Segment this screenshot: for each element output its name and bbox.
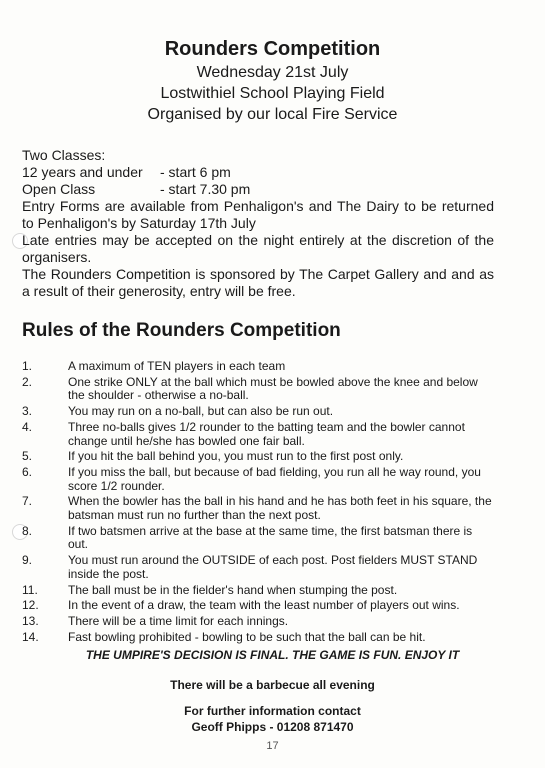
rule-number: 9. <box>22 553 33 568</box>
list-item <box>22 466 492 493</box>
list-item <box>22 376 492 403</box>
rule-number: 4. <box>22 419 33 434</box>
rule-text: You must run around the OUTSIDE of each post. Post fielders MUST STAND inside the post. <box>68 553 478 581</box>
rule-number: 2. <box>22 374 33 389</box>
rule-number: 8. <box>22 523 33 538</box>
subtitle-venue: Lostwithiel School Playing Field <box>160 85 385 102</box>
sponsor-text: The Rounders Competition is sponsored by The Carpet Gallery and and as a result of their generosity, entry will be free. <box>22 266 494 299</box>
subtitle-date: Wednesday 21st July <box>196 64 349 81</box>
list-item <box>22 615 492 629</box>
rule-text: Three no-balls gives 1/2 rounder to the batting team and the bowler cannot change until he/she has bowled one fair ball. <box>68 419 465 448</box>
rule-text: One strike ONLY at the ball which must be bowled above the knee and below the shoulder - otherwise a no-ball. <box>68 374 478 403</box>
rule-number: 3. <box>22 404 33 419</box>
barbecue-note: There will be a barbecue all evening <box>170 678 375 692</box>
contact-line: For further information contact <box>184 704 361 718</box>
class-row <box>22 181 494 198</box>
class-name: 12 years and under <box>22 164 143 180</box>
class-row <box>22 164 494 181</box>
rule-number: 11. <box>22 582 38 597</box>
rules-heading: Rules of the Rounders Competition <box>22 320 341 341</box>
list-item <box>22 631 492 645</box>
rule-text: If two batsmen arrive at the base at the same time, the first batsman there is out. <box>68 523 473 552</box>
rule-text: In the event of a draw, the team with the least number of players out wins. <box>68 598 460 613</box>
list-item <box>22 450 492 464</box>
class-name: Open Class <box>22 181 96 197</box>
class-start: - start 7.30 pm <box>160 181 251 197</box>
list-item <box>22 599 492 613</box>
list-item <box>22 360 492 374</box>
list-item <box>22 421 492 448</box>
rule-number: 1. <box>22 359 33 373</box>
rules-list <box>22 360 492 647</box>
page-title: Rounders Competition <box>164 38 381 60</box>
contact-info <box>0 703 545 735</box>
page-number: 17 <box>266 740 279 752</box>
rule-text: If you hit the ball behind you, you must run to the first post only. <box>68 449 404 464</box>
intro-section <box>22 147 494 300</box>
rule-text: Fast bowling prohibited - bowling to be such that the ball can be hit. <box>68 629 426 644</box>
contact-name-phone: Geoff Phipps - 01208 871470 <box>191 720 354 734</box>
list-item <box>22 525 492 552</box>
list-item <box>22 554 492 581</box>
rule-number: 5. <box>22 449 33 464</box>
list-item <box>22 495 492 522</box>
rule-text: You may run on a no-ball, but can also be run out. <box>68 404 334 419</box>
rule-text: The ball must be in the fielder's hand when stumping the post. <box>68 582 398 597</box>
class-start: - start 6 pm <box>160 164 231 180</box>
rule-text: When the bowler has the ball in his hand and he has both feet in his square, the batsman must run no further than the next post. <box>68 494 492 523</box>
umpire-note: THE UMPIRE'S DECISION IS FINAL. THE GAME IS FUN. ENJOY IT <box>85 648 460 662</box>
list-item <box>22 405 492 419</box>
rule-number: 14. <box>22 629 39 644</box>
rule-number: 6. <box>22 465 33 480</box>
subtitle-organiser: Organised by our local Fire Service <box>147 106 398 123</box>
rule-text: If you miss the ball, but because of bad fielding, you run all he way round, you score 1/2 rounder. <box>68 465 481 493</box>
classes-heading: Two Classes: <box>22 147 106 163</box>
late-entries-text: Late entries may be accepted on the night entirely at the discretion of the organisers. <box>22 232 494 265</box>
rule-number: 7. <box>22 494 33 509</box>
rule-text: A maximum of TEN players in each team <box>68 359 286 373</box>
entry-forms-text: Entry Forms are available from Penhaligon's and The Dairy to be returned to Penhaligon's by Saturday 17th July <box>22 198 494 231</box>
rule-number: 13. <box>22 614 39 629</box>
rule-text: There will be a time limit for each innings. <box>68 614 289 629</box>
rule-number: 12. <box>22 598 39 613</box>
list-item <box>22 584 492 598</box>
